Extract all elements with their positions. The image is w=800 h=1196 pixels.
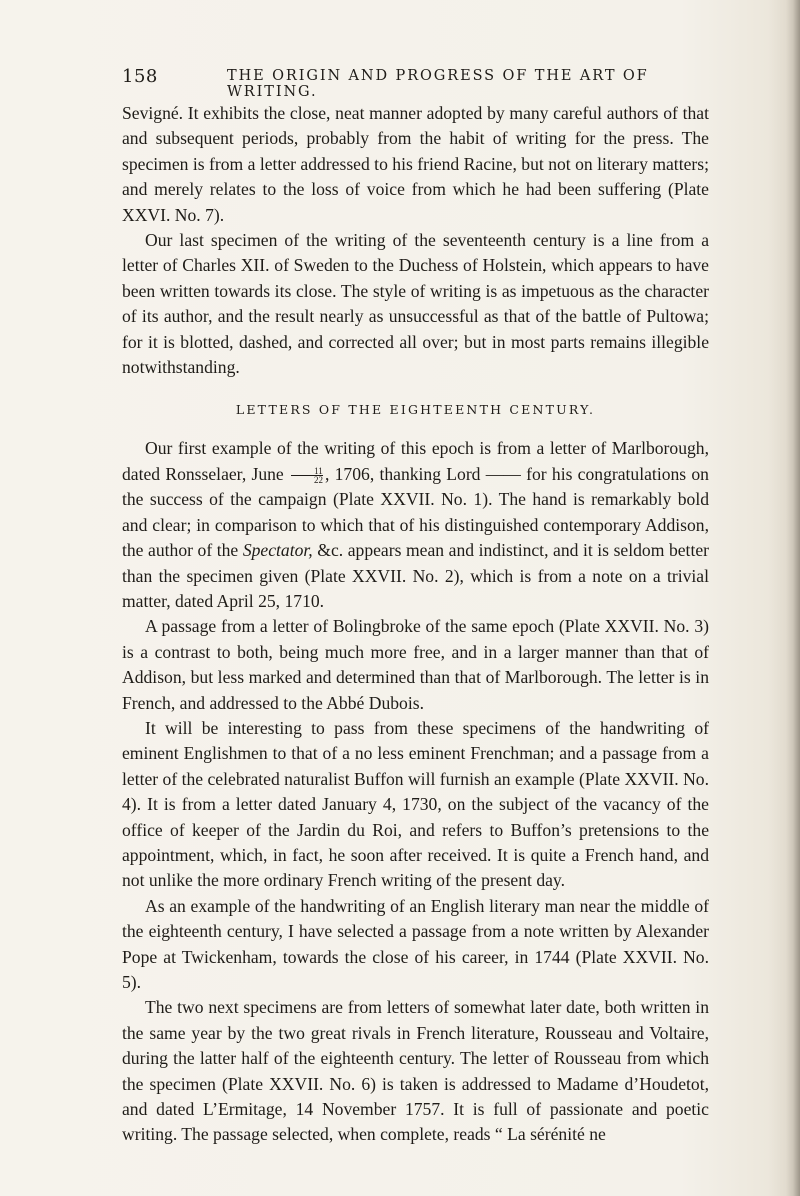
paragraph: The two next specimens are from letters of somewhat later date, both written in the same year by the two great rivals in French literature, Rousseau and Voltaire, during the latter half of the eighteenth century. The letter of Rousseau from which the specimen (Plate XXVII. No. 6) is taken is addressed to Madame d’Houdetot, and dated L’Ermitage, 14 November 1757. It is full of passionate and poetic writing. The passage selected, when complete, reads “ La sérénité ne [122, 997, 709, 1145]
paragraph: It will be interesting to pass from these specimens of the handwriting of eminent Englishmen to that of a no less eminent Frenchman; and a passage from a letter of the celebrated naturalist Buffon will furnish an example (Plate XXVII. No. 4). It is from a letter dated January 4, 1730, on the subject of the vacancy of the office of keeper of the Jardin du Roi, and refers to Buffon’s pretensions to the appointment, which, in fact, he soon after received. It is quite a French hand, and not unlike the more ordinary French writing of the present day. [122, 717, 709, 891]
page-edge-shadow [786, 0, 800, 1196]
page-number: 158 [122, 66, 158, 87]
paragraph: Our last specimen of the writing of the seventeenth century is a line from a letter of Charles XII. of Sweden to the Duchess of Holstein, which appears to have been written towards its close. The style of writing is as impetuous as the character of its author, and the result nearly as unsuccessful as that of the battle of Pultowa; for it is blotted, dashed, and corrected all over; but in most parts remains illegible notwithstanding. [122, 230, 709, 378]
page-header [122, 66, 742, 100]
running-head: THE ORIGIN AND PROGRESS OF THE ART OF WRITING. [227, 68, 649, 100]
date-fraction [291, 467, 323, 484]
paragraph [122, 436, 709, 614]
fraction-denominator: 22 [313, 475, 323, 486]
italic-title: Spectator, [242, 540, 313, 561]
section-heading: LETTERS OF THE EIGHTEENTH CENTURY. [235, 402, 596, 418]
paragraph: Sevigné. It exhibits the close, neat manner adopted by many careful authors of that and subsequent periods, probably from the habit of writing for the press. The specimen is from a letter addressed to his friend Racine, but not on literary matters; and merely relates to the loss of voice from which he had been suffering (Plate XXVI. No. 7). [122, 103, 709, 225]
paragraph: A passage from a letter of Bolingbroke of the same epoch (Plate XXVII. No. 3) is a contrast to both, being much more free, and in a larger manner than that of Addison, but less marked and determined than that of Marlborough. The letter is in French, and addressed to the Abbé Dubois. [122, 616, 709, 713]
fraction-numerator: 11 [291, 467, 323, 476]
paragraph: As an example of the handwriting of an English literary man near the middle of the eighteenth century, I have selected a passage from a note written by Alexander Pope at Twickenham, towards the close of his career, in 1744 (Plate XXVII. No. 5). [122, 895, 709, 992]
paragraph-text: , 1706, thanking Lord —— for his congratulations on the success of the campaign (Plate XXVII. No. 1). The hand is remarkably bold and clear; in comparison to which that of his distinguished contemporary Addison, the author of the [122, 463, 709, 561]
body-text [122, 101, 709, 1148]
paragraph-text: &c. appears mean and indistinct, and it is seldom better than the specimen given (Plate XXVII. No. 2), which is from a note on a trivial matter, dated April 25, 1710. [122, 540, 710, 611]
paragraph-text: Our first example of the writing of this epoch is from a letter of Marlborough, dated Ronsselaer, June [122, 438, 709, 484]
